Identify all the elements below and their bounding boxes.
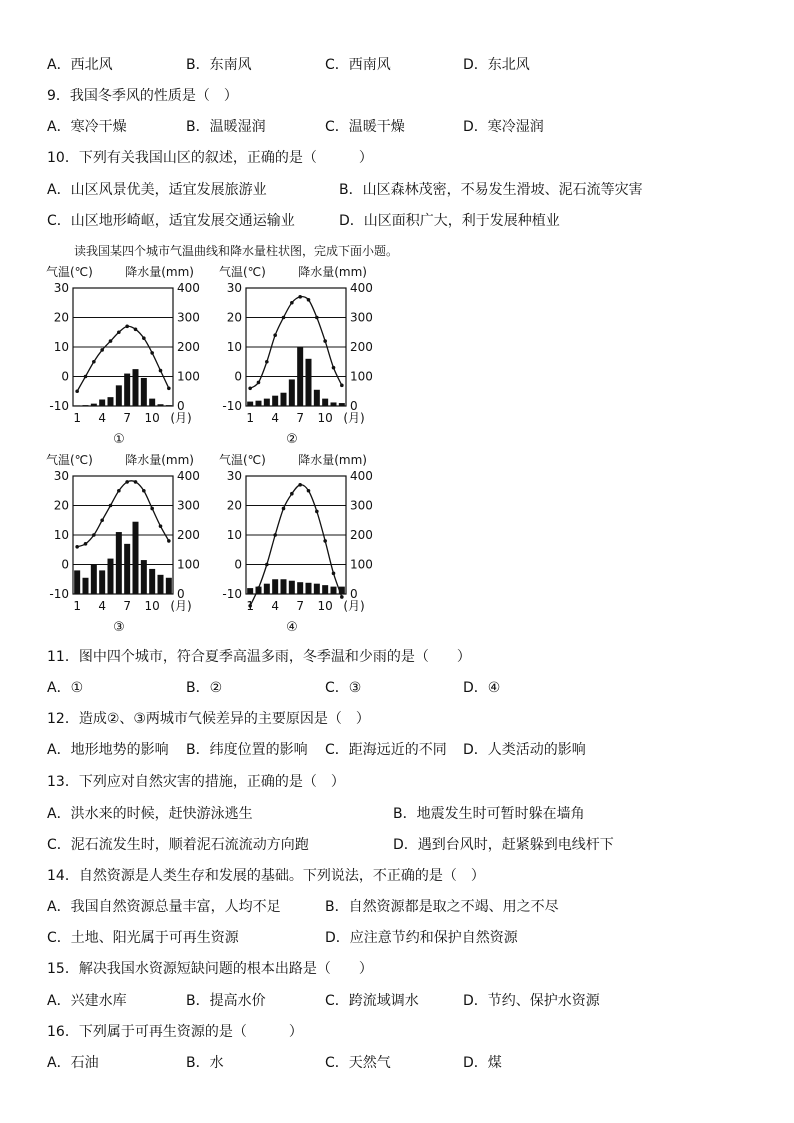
precipitation-bar (108, 397, 114, 406)
q9-option-b: B．温暖湿润 (186, 119, 266, 135)
climate-chart-4 (213, 450, 373, 635)
temperature-point (109, 504, 113, 508)
temperature-point (125, 325, 129, 329)
precipitation-bar (256, 401, 262, 406)
q9-option-d: D．寒冷湿润 (463, 119, 544, 135)
q12-option-a: A．地形地势的影响 (47, 742, 169, 758)
q15-option-b: B．提高水价 (186, 993, 266, 1009)
q10-option-c: C．山区地形崎岖，适宜发展交通运输业 (47, 213, 295, 229)
tick-label-precipitation: 200 (177, 528, 200, 542)
q16-option-d: D．煤 (463, 1055, 502, 1071)
temperature-curve (250, 297, 342, 389)
tick-label-month: 7 (296, 599, 304, 613)
q12-stem: 12．造成②、③两城市气候差异的主要原因是（ ） (47, 711, 370, 727)
temperature-point (84, 542, 88, 546)
precipitation-bar (297, 347, 303, 406)
precipitation-bar (124, 544, 130, 594)
q8-option-a: A．西北风 (47, 57, 113, 73)
precipitation-bar (289, 581, 295, 594)
tick-label-precipitation: 200 (350, 340, 373, 354)
tick-label-precipitation: 400 (350, 281, 373, 295)
tick-label-temperature: 0 (61, 369, 69, 384)
tick-label-month: 7 (296, 411, 304, 425)
temperature-point (159, 369, 163, 373)
temperature-point (282, 316, 286, 320)
tick-label-temperature: -10 (222, 587, 242, 601)
temperature-point (290, 301, 294, 305)
tick-label-temperature: -10 (49, 587, 69, 601)
chart-intro: 读我国某四个城市气温曲线和降水量柱状图，完成下面小题。 (74, 244, 399, 258)
temperature-point (315, 316, 319, 320)
precipitation-bar (124, 374, 130, 406)
q10-stem: 10．下列有关我国山区的叙述，正确的是（ ） (47, 150, 373, 166)
tick-label-temperature: 0 (234, 557, 242, 572)
precipitation-bar (133, 369, 139, 406)
tick-label-temperature: 0 (234, 369, 242, 384)
chart-label: ① (113, 432, 125, 447)
q16-option-a: A．石油 (47, 1055, 99, 1071)
q10-option-d: D．山区面积广大，利于发展种植业 (339, 213, 560, 229)
xlabel-unit: (月) (343, 411, 365, 425)
precipitation-bar (116, 385, 122, 406)
precipitation-bar (108, 559, 114, 594)
tick-label-month: 1 (73, 411, 81, 425)
tick-label-precipitation: 300 (350, 310, 373, 325)
tick-label-temperature: 20 (226, 310, 242, 325)
precipitation-bar (322, 399, 328, 406)
q10-option-a: A．山区风景优美，适宜发展旅游业 (47, 182, 267, 198)
q14-option-c: C．土地、阳光属于可再生资源 (47, 930, 239, 946)
temperature-point (257, 586, 261, 590)
tick-label-month: 4 (98, 411, 106, 425)
temperature-point (134, 328, 138, 332)
q16-stem: 16．下列属于可再生资源的是（ ） (47, 1024, 303, 1040)
q11-option-b: B．② (186, 680, 223, 696)
q11-option-c: C．③ (325, 680, 362, 696)
temperature-point (84, 375, 88, 379)
tick-label-month: 4 (271, 599, 279, 613)
temperature-point (282, 507, 286, 511)
temperature-point (75, 545, 79, 549)
ylabel-temperature: 气温(℃) (46, 453, 93, 467)
q11-stem: 11．图中四个城市，符合夏季高温多雨，冬季温和少雨的是（ ） (47, 649, 471, 665)
tick-label-precipitation: 100 (350, 557, 373, 572)
tick-label-month: 10 (144, 599, 160, 613)
precipitation-bar (272, 396, 278, 406)
ylabel-precipitation: 降水量(mm) (125, 453, 194, 467)
tick-label-month: 10 (144, 411, 160, 425)
temperature-point (298, 483, 302, 487)
precipitation-bar (91, 565, 97, 595)
temperature-point (290, 492, 294, 496)
precipitation-bar (116, 532, 122, 594)
precipitation-bar (314, 390, 320, 406)
q14-option-d: D．应注意节约和保护自然资源 (325, 930, 518, 946)
tick-label-month: 10 (317, 411, 333, 425)
temperature-point (340, 384, 344, 388)
tick-label-month: 1 (73, 599, 81, 613)
precipitation-bar (281, 393, 287, 406)
precipitation-bar (297, 582, 303, 594)
q12-option-d: D．人类活动的影响 (463, 742, 586, 758)
temperature-point (332, 366, 336, 370)
tick-label-temperature: 10 (226, 340, 242, 354)
temperature-point (248, 387, 252, 391)
ylabel-temperature: 气温(℃) (219, 265, 266, 279)
q16-option-b: B．水 (186, 1055, 224, 1071)
tick-label-temperature: 20 (53, 310, 69, 325)
temperature-point (332, 572, 336, 576)
tick-label-temperature: 10 (53, 340, 69, 354)
temperature-point (125, 480, 129, 484)
temperature-point (273, 333, 277, 337)
q15-option-a: A．兴建水库 (47, 993, 127, 1009)
tick-label-precipitation: 400 (177, 281, 200, 295)
temperature-point (142, 489, 146, 493)
ylabel-precipitation: 降水量(mm) (125, 265, 194, 279)
temperature-point (142, 336, 146, 340)
temperature-curve (77, 326, 169, 391)
q8-option-b: B．东南风 (186, 57, 252, 73)
temperature-point (265, 563, 269, 567)
xlabel-unit: (月) (170, 411, 192, 425)
q16-option-c: C．天然气 (325, 1055, 391, 1071)
chart-label: ② (286, 432, 298, 447)
temperature-point (100, 348, 104, 352)
precipitation-bar (306, 583, 312, 594)
temperature-point (117, 489, 121, 493)
ylabel-precipitation: 降水量(mm) (298, 265, 367, 279)
tick-label-temperature: 30 (226, 281, 242, 295)
tick-label-precipitation: 400 (350, 469, 373, 483)
xlabel-unit: (月) (343, 599, 365, 613)
precipitation-bar (149, 569, 155, 594)
tick-label-month: 4 (271, 411, 279, 425)
tick-label-precipitation: 100 (350, 369, 373, 384)
tick-label-precipitation: 200 (350, 528, 373, 542)
q15-option-d: D．节约、保护水资源 (463, 993, 600, 1009)
q9-stem: 9．我国冬季风的性质是（ ） (47, 88, 238, 104)
temperature-point (323, 339, 327, 343)
q13-option-d: D．遇到台风时，赶紧躲到电线杆下 (393, 837, 614, 853)
q13-option-b: B．地震发生时可暂时躲在墙角 (393, 806, 585, 822)
tick-label-temperature: 30 (53, 469, 69, 483)
q8-option-c: C．西南风 (325, 57, 391, 73)
q12-option-c: C．距海远近的不同 (325, 742, 447, 758)
temperature-point (167, 387, 171, 391)
temperature-point (75, 389, 79, 393)
tick-label-precipitation: 300 (350, 498, 373, 513)
q13-stem: 13．下列应对自然灾害的措施，正确的是（ ） (47, 774, 345, 790)
temperature-point (307, 298, 311, 302)
tick-label-precipitation: 100 (177, 557, 200, 572)
temperature-point (167, 539, 171, 543)
q11-option-a: A．① (47, 680, 84, 696)
q10-option-b: B．山区森林茂密，不易发生滑坡、泥石流等灾害 (339, 182, 643, 198)
climate-chart-1 (40, 262, 200, 447)
tick-label-month: 7 (123, 411, 131, 425)
precipitation-bar (74, 570, 80, 594)
tick-label-precipitation: 400 (177, 469, 200, 483)
q13-option-a: A．洪水来的时候，赶快游泳逃生 (47, 806, 253, 822)
precipitation-bar (99, 400, 105, 406)
q13-option-c: C．泥石流发生时，顺着泥石流流动方向跑 (47, 837, 309, 853)
precipitation-bar (149, 399, 155, 406)
q15-option-c: C．跨流域调水 (325, 993, 419, 1009)
q12-option-b: B．纬度位置的影响 (186, 742, 308, 758)
tick-label-temperature: -10 (49, 399, 69, 413)
tick-label-temperature: 20 (226, 498, 242, 513)
temperature-point (117, 330, 121, 334)
precipitation-bar (247, 402, 253, 406)
temperature-point (92, 360, 96, 364)
ylabel-temperature: 气温(℃) (46, 265, 93, 279)
precipitation-bar (83, 578, 89, 594)
tick-label-temperature: 20 (53, 498, 69, 513)
tick-label-precipitation: 0 (350, 587, 358, 601)
temperature-point (159, 524, 163, 528)
tick-label-month: 7 (123, 599, 131, 613)
precipitation-bar (264, 584, 270, 594)
tick-label-precipitation: 300 (177, 498, 200, 513)
temperature-point (307, 489, 311, 493)
tick-label-month: 1 (246, 599, 254, 613)
tick-label-temperature: 30 (53, 281, 69, 295)
precipitation-bar (281, 579, 287, 594)
precipitation-bar (99, 570, 105, 594)
temperature-point (257, 381, 261, 385)
precipitation-bar (264, 399, 270, 406)
climate-chart-2 (213, 262, 373, 447)
q14-option-b: B．自然资源都是取之不竭、用之不尽 (325, 899, 559, 915)
chart-label: ③ (113, 620, 125, 635)
q9-option-a: A．寒冷干燥 (47, 119, 127, 135)
tick-label-month: 4 (98, 599, 106, 613)
q15-stem: 15．解决我国水资源短缺问题的根本出路是（ ） (47, 961, 373, 977)
tick-label-precipitation: 200 (177, 340, 200, 354)
precipitation-bar (158, 575, 164, 594)
tick-label-precipitation: 100 (177, 369, 200, 384)
precipitation-bar (331, 587, 337, 594)
tick-label-precipitation: 0 (177, 399, 185, 413)
precipitation-bar (141, 560, 147, 594)
precipitation-bar (322, 585, 328, 594)
precipitation-bar (133, 522, 139, 594)
temperature-point (109, 339, 113, 343)
temperature-point (273, 533, 277, 537)
chart-label: ④ (286, 620, 298, 635)
precipitation-bar (306, 359, 312, 406)
climate-chart-3 (40, 450, 200, 635)
xlabel-unit: (月) (170, 599, 192, 613)
precipitation-bar (166, 578, 172, 594)
temperature-point (92, 533, 96, 537)
temperature-point (100, 518, 104, 522)
tick-label-precipitation: 0 (177, 587, 185, 601)
tick-label-temperature: 30 (226, 469, 242, 483)
ylabel-temperature: 气温(℃) (219, 453, 266, 467)
temperature-curve (77, 481, 169, 547)
tick-label-precipitation: 0 (350, 399, 358, 413)
tick-label-temperature: 0 (61, 557, 69, 572)
ylabel-precipitation: 降水量(mm) (298, 453, 367, 467)
q8-option-d: D．东北风 (463, 57, 530, 73)
temperature-point (298, 295, 302, 299)
precipitation-bar (272, 579, 278, 594)
temperature-point (323, 539, 327, 543)
tick-label-temperature: 10 (53, 528, 69, 542)
tick-label-temperature: -10 (222, 399, 242, 413)
tick-label-month: 10 (317, 599, 333, 613)
temperature-point (265, 360, 269, 364)
precipitation-bar (247, 588, 253, 594)
precipitation-bar (141, 378, 147, 406)
q9-option-c: C．温暖干燥 (325, 119, 405, 135)
temperature-point (134, 480, 138, 484)
q14-option-a: A．我国自然资源总量丰富，人均不足 (47, 899, 281, 915)
q14-stem: 14．自然资源是人类生存和发展的基础。下列说法，不正确的是（ ） (47, 868, 485, 884)
temperature-point (150, 351, 154, 355)
q11-option-d: D．④ (463, 680, 501, 696)
temperature-point (315, 510, 319, 514)
tick-label-temperature: 10 (226, 528, 242, 542)
tick-label-month: 1 (246, 411, 254, 425)
precipitation-bar (314, 584, 320, 594)
tick-label-precipitation: 300 (177, 310, 200, 325)
precipitation-bar (289, 379, 295, 406)
temperature-point (150, 507, 154, 511)
